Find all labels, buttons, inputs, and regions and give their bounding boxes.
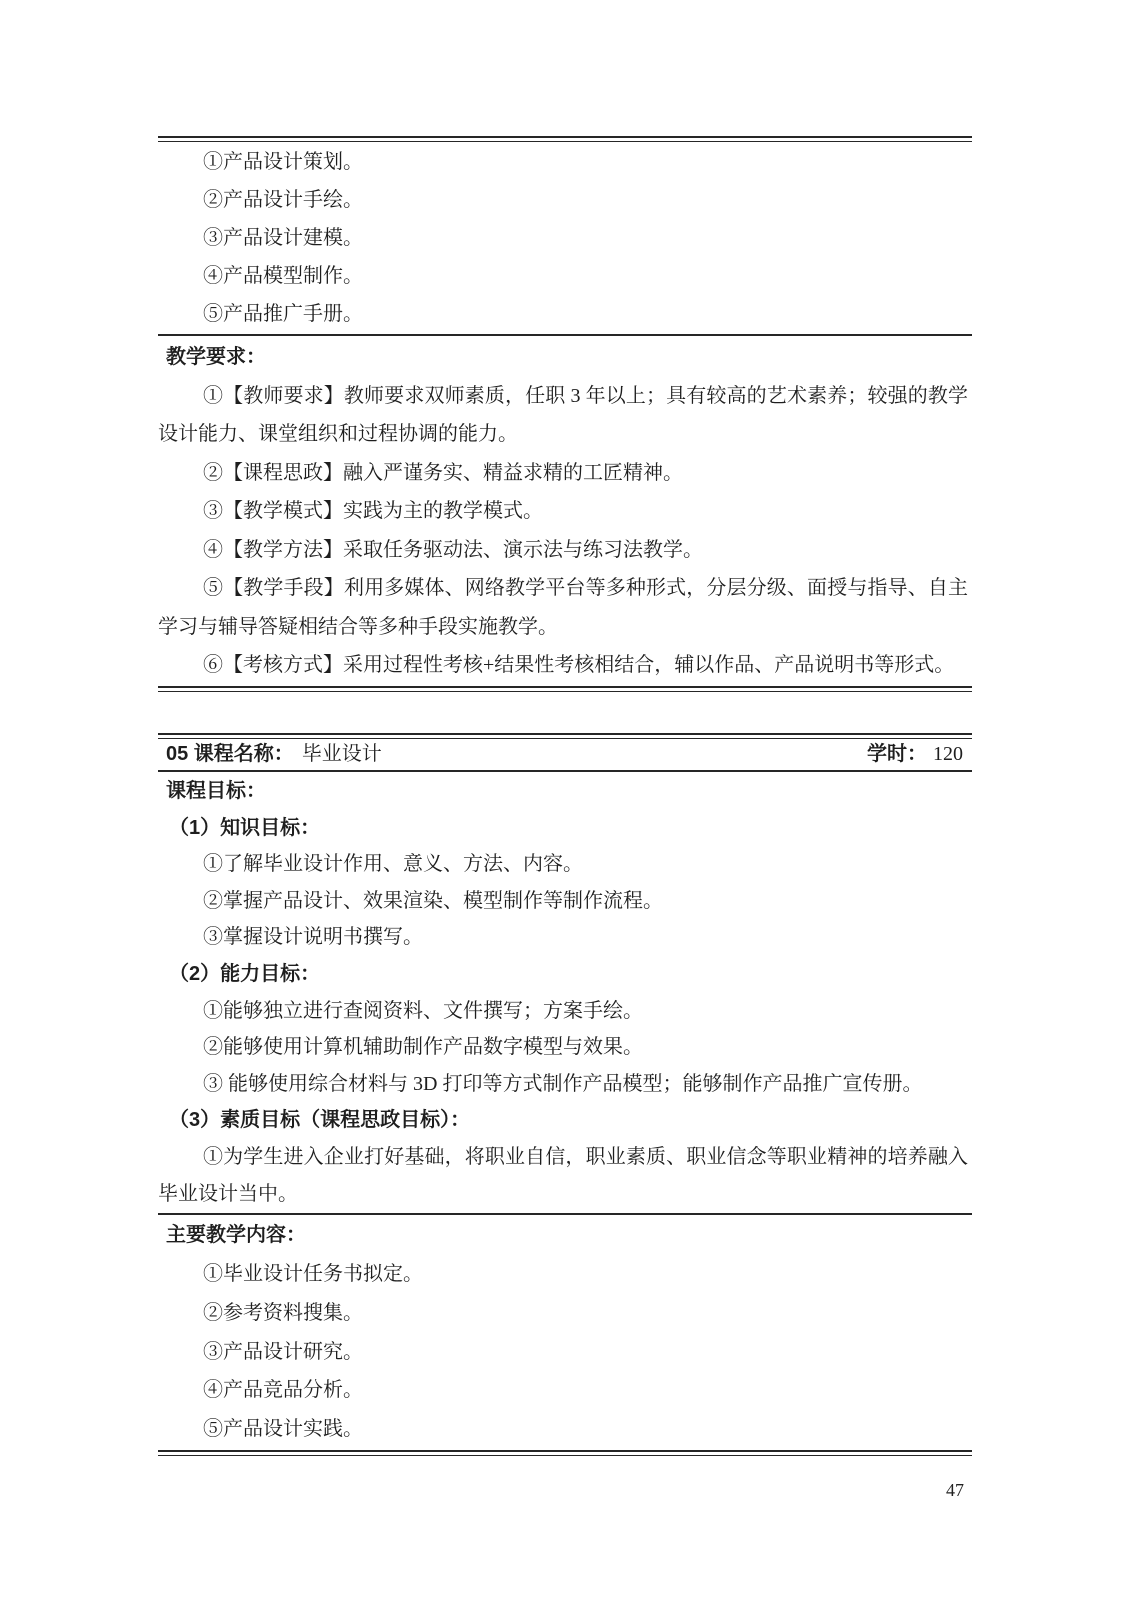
content-item: ③产品设计建模。 [203, 227, 363, 249]
content-item: ⑤产品推广手册。 [203, 303, 363, 325]
teaching-requirements-heading: 教学要求： [166, 346, 266, 368]
content-items-section [158, 142, 972, 334]
course-05-block [158, 733, 972, 1456]
course-name: 毕业设计 [301, 743, 382, 765]
objective-item: ①了解毕业设计作用、意义、方法、内容。 [203, 853, 583, 876]
objective-group-heading-quality: （3）素质目标（课程思政目标）： [169, 1109, 471, 1132]
teaching-content-item: ⑤产品设计实践。 [203, 1418, 363, 1441]
hours-value: 120 [933, 743, 963, 765]
course-objectives-heading: 课程目标： [166, 780, 266, 802]
requirement-item: ④【教学方法】采取任务驱动法、演示法与练习法教学。 [203, 538, 703, 561]
teaching-content-item: ①毕业设计任务书拟定。 [203, 1262, 423, 1285]
objective-group-heading-knowledge: （1）知识目标： [169, 816, 321, 839]
requirement-item: ⑥【考核方式】采用过程性考核+结果性考核相结合，辅以作品、产品说明书等形式。 [203, 654, 955, 676]
requirement-item: ②【课程思政】融入严谨务实、精益求精的工匠精神。 [203, 461, 683, 484]
teaching-content-item: ④产品竞品分析。 [203, 1379, 363, 1402]
objective-item: ③掌握设计说明书撰写。 [203, 926, 423, 949]
course-header-row [158, 739, 972, 770]
requirement-item: ③【教学模式】实践为主的教学模式。 [203, 500, 543, 522]
objective-group-heading-ability: （2）能力目标： [169, 962, 321, 985]
objective-item: ③ 能够使用综合材料与 3D 打印等方式制作产品模型；能够制作产品推广宣传册。 [203, 1072, 923, 1095]
requirement-item: ①【教师要求】教师要求双师素质，任职 3 年以上；具有较高的艺术素养；较强的教学设计能力、课堂组织和过程协调的能力。 [158, 384, 968, 445]
course-objectives-section [158, 772, 972, 1213]
content-item: ②产品设计手绘。 [203, 189, 363, 211]
content-item: ④产品模型制作。 [203, 265, 363, 287]
hours-label: 学时： [867, 743, 927, 765]
teaching-requirements-section [158, 336, 972, 686]
objective-item: ①为学生进入企业打好基础，将职业自信，职业素质、职业信念等职业精神的培养融入毕业设计当中。 [158, 1145, 968, 1205]
teaching-content-item: ③产品设计研究。 [203, 1340, 363, 1363]
objective-item: ②掌握产品设计、效果渲染、模型制作等制作流程。 [203, 889, 663, 912]
page-number: 47 [946, 1480, 964, 1500]
objective-item: ②能够使用计算机辅助制作产品数字模型与效果。 [203, 1036, 643, 1059]
table-bottom-double-rule [158, 1450, 972, 1456]
requirement-item: ⑤【教学手段】利用多媒体、网络教学平台等多种形式，分层分级、面授与指导、自主学习与辅导答疑相结合等多种手段实施教学。 [158, 577, 968, 638]
teaching-content-section [158, 1215, 972, 1450]
teaching-content-item: ②参考资料搜集。 [203, 1301, 363, 1324]
prev-course-block [158, 136, 972, 692]
table-bottom-double-rule [158, 686, 972, 692]
course-number-label: 05 课程名称： [166, 743, 294, 765]
teaching-content-heading: 主要教学内容： [166, 1224, 306, 1247]
content-item: ①产品设计策划。 [203, 151, 363, 173]
objective-item: ①能够独立进行查阅资料、文件撰写；方案手绘。 [203, 999, 643, 1022]
